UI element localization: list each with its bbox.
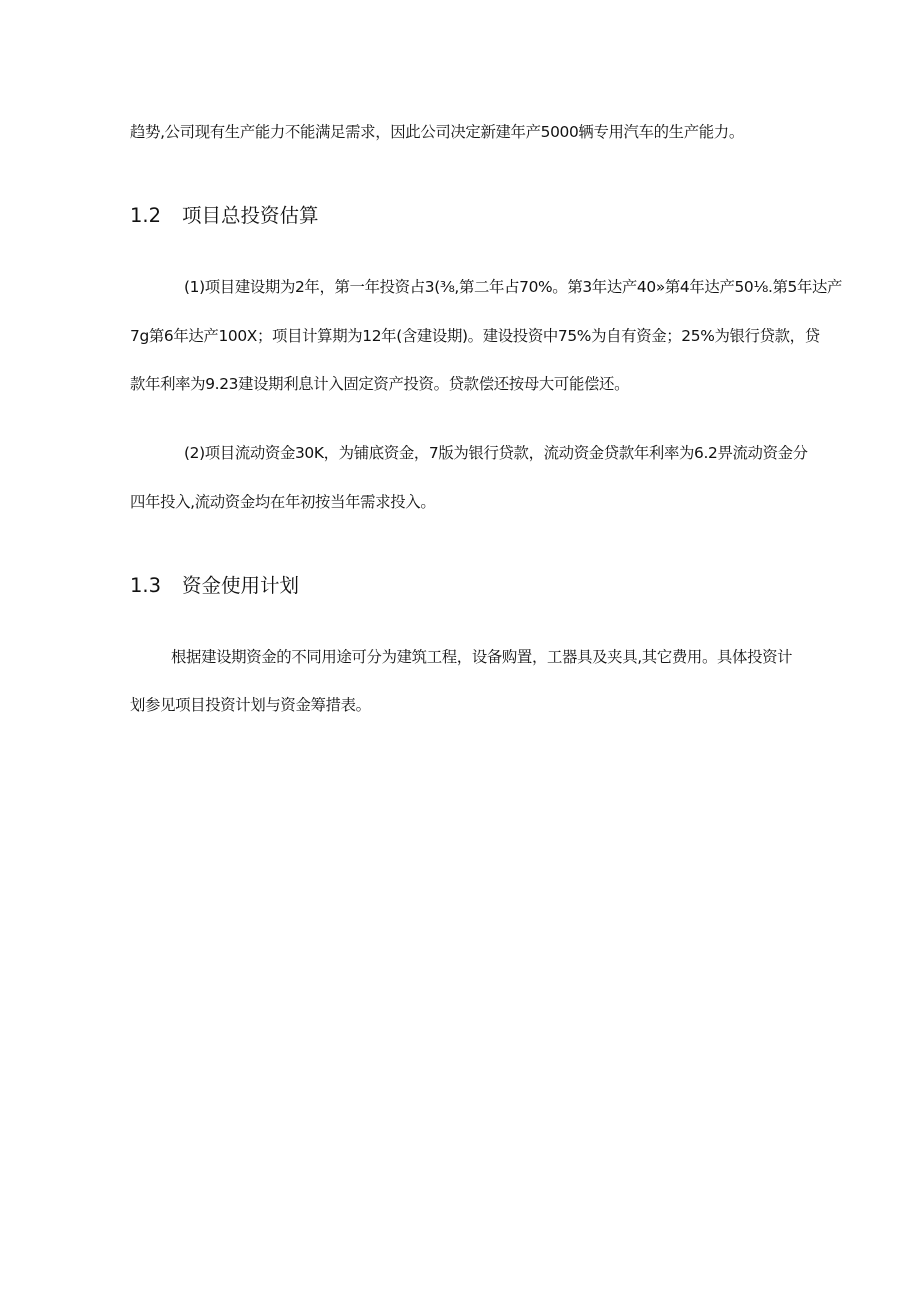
section-title: 资金使用计划	[182, 574, 300, 597]
section-number: 1.2	[130, 204, 162, 227]
paragraph-line: (2)项目流动资金30K，为铺底资金，7版为银行贷款，流动资金贷款年利率为6.2畀流动资金分	[184, 444, 808, 462]
section-heading-1-3	[130, 573, 299, 599]
paragraph-line: 款年利率为9.23建设期利息计入固定资产投资。贷款偿还按母大可能偿还。	[130, 375, 630, 393]
section-title: 项目总投资估算	[182, 204, 319, 227]
paragraph-line: 划参见项目投资计划与资金筹措表。	[130, 696, 371, 714]
intro-paragraph-line: 趋势,公司现有生产能力不能满足需求，因此公司决定新建年产5000辆专用汽车的生产能力。	[130, 123, 744, 141]
paragraph-line: 根据建设期资金的不同用途可分为建筑工程，设备购置，工器具及夹具,其它费用。具体投资计	[171, 648, 793, 666]
paragraph-line: 四年投入,流动资金均在年初按当年需求投入。	[130, 493, 436, 511]
section-heading-1-2	[130, 203, 319, 229]
section-number: 1.3	[130, 574, 162, 597]
paragraph-line: (1)项目建设期为2年，第一年投资占3(⅜,第二年占70%。第3年达产40»第4年达产50⅛.第5年达产	[184, 278, 843, 296]
paragraph-line: 7g第6年达产100X；项目计算期为12年(含建设期)。建设投资中75%为自有资金；25%为银行贷款，贷	[130, 327, 820, 345]
